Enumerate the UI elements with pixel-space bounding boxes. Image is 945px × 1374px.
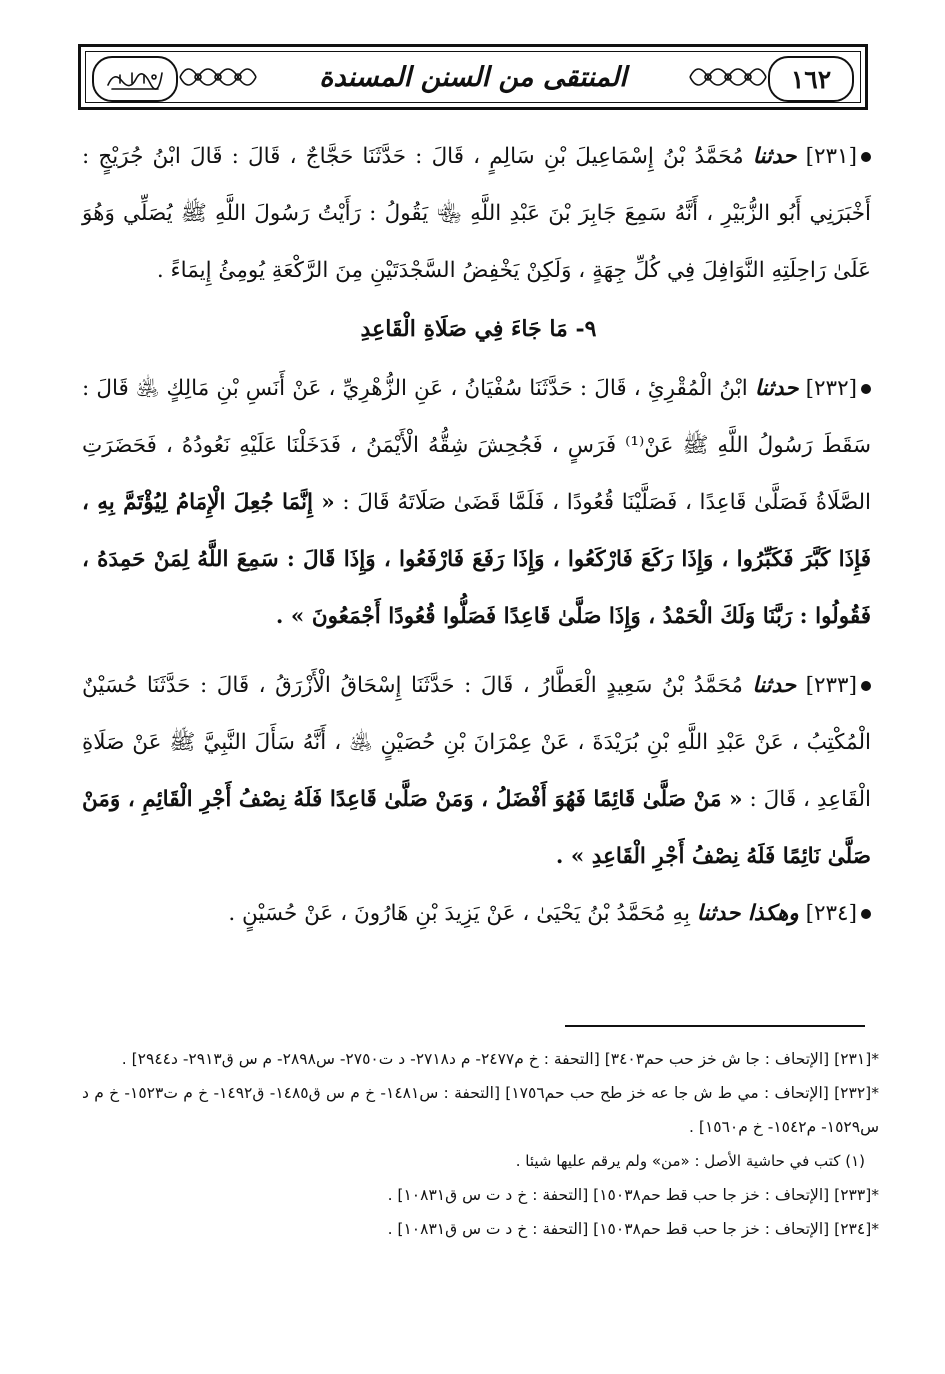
main-text — [82, 128, 875, 942]
hadith-matn: « مَنْ صَلَّىٰ قَائِمًا فَهُوَ أَفْضَلُ ، وَمَنْ صَلَّىٰ قَاعِدًا فَلَهُ نِصْفُ أَجْرِ الْقَائِمِ ، وَمَنْ صَلَّىٰ نَائِمًا فَلَهُ نِصْفُ أَجْرِ الْقَاعِدِ » . — [82, 787, 871, 869]
hadith-234 — [82, 885, 875, 942]
footnote-231: *[٢٣١] [الإتحاف : جا ش خز حب حم٣٤٠٣] [التحفة : خ م٢٤٧٧- م د٢٧١٨- د ت٢٧٥٠- س٢٨٩٨- م س ق٢٩١٣- د٢٩٤٤] . — [121, 1050, 879, 1068]
book-seal-logo — [92, 56, 178, 102]
hadith-number: [٢٣٤] — [805, 901, 857, 926]
footnote-marginal-note: (١) كتب في حاشية الأصل : «من» ولم يرقم عليها شيئا . — [515, 1152, 865, 1170]
ornament-right — [688, 57, 768, 97]
hadith-231 — [82, 128, 875, 299]
hadith-text: بِهِ مُحَمَّدُ بْنُ يَحْيَىٰ ، عَنْ يَزِيدَ بْنِ هَارُونَ ، عَنْ حُسَيْنٍ . — [228, 901, 690, 926]
hadith-233 — [82, 657, 875, 885]
bullet-icon — [861, 909, 871, 919]
isnad-keyword: حدثنا — [752, 673, 797, 698]
hadith-number: [٢٣١] — [805, 144, 857, 169]
hadith-text: مُحَمَّدُ بْنُ سَعِيدٍ الْعَطَّارُ ، قَالَ : حَدَّثَنَا إِسْحَاقُ الْأَزْرَقُ ، قَالَ : حَدَّثَنَا حُسَيْنٌ الْمُكْتِبُ ، عَنْ عَبْدِ اللَّهِ بْنِ بُرَيْدَةَ ، عَنْ عِمْرَانَ بْنِ حُصَيْنٍ ﵁ ، أَنَّهُ سَأَلَ النَّبِيَّ ﷺ عَنْ صَلَاةِ الْقَاعِدِ ، قَالَ : — [82, 673, 872, 812]
hadith-text: ابْنُ الْمُقْرِئِ ، قَالَ : حَدَّثَنَا سُفْيَانُ ، عَنِ الزُّهْرِيِّ ، عَنْ أَنَسِ بْنِ مَالِكٍ ﵁ قَالَ : سَقَطَ رَسُولُ اللَّهِ ﷺ عَنْ⁽¹⁾ فَرَسٍ ، فَجُحِشَ شِقُّهُ الْأَيْمَنُ ، فَدَخَلْنَا عَلَيْهِ نَعُودُهُ ، فَحَضَرَتِ الصَّلَاةُ فَصَلَّىٰ قَاعِدًا ، فَصَلَّيْنَا قُعُودًا ، فَلَمَّا قَضَىٰ صَلَاتَهُ قَالَ : — [82, 376, 871, 515]
chapter-heading: ٩- مَا جَاءَ فِي صَلَاةِ الْقَاعِدِ — [360, 316, 597, 342]
footnote-divider — [565, 1025, 865, 1027]
page-number: ١٦٢ — [768, 56, 854, 102]
isnad-keyword: حدثنا — [754, 376, 799, 401]
book-title: المنتقى من السنن المسندة — [258, 56, 688, 98]
hadith-number: [٢٣٢] — [805, 376, 858, 401]
footnote-232: *[٢٣٢] [الإتحاف : مي ط ش جا عه خز طح حب حم١٧٥٦] [التحفة : س١٤٨١- خ م س ق١٤٨٥- ق١٤٩٢- خ م ت١٥٢٣- خ م د س١٥٢٩- م١٥٤٢- خ م١٥٦٠] . — [82, 1084, 879, 1136]
footnote-233: *[٢٣٣] [الإتحاف : خز جا حب قط حم١٥٠٣٨] [التحفة : خ د ت س ق١٠٨٣١] . — [387, 1186, 879, 1204]
bullet-icon — [861, 384, 871, 394]
footnote-234: *[٢٣٤] [الإتحاف : خز جا حب قط حم١٥٠٣٨] [التحفة : خ د ت س ق١٠٨٣١] . — [387, 1220, 879, 1238]
isnad-keyword: حدثنا — [752, 144, 797, 169]
isnad-keyword: وهكذا حدثنا — [696, 901, 799, 926]
hadith-matn: « إِنَّمَا جُعِلَ الْإِمَامُ لِيُؤْتَمَّ بِهِ ، فَإِذَا كَبَّرَ فَكَبِّرُوا ، وَإِذَا رَكَعَ فَارْكَعُوا ، وَإِذَا رَفَعَ فَارْفَعُوا ، وَإِذَا قَالَ : سَمِعَ اللَّهُ لِمَنْ حَمِدَهُ ، فَقُولُوا : رَبَّنَا وَلَكَ الْحَمْدُ ، وَإِذَا صَلَّىٰ قَاعِدًا فَصَلُّوا قُعُودًا أَجْمَعُونَ » . — [82, 490, 871, 629]
bullet-icon — [861, 152, 871, 162]
ornament-left — [178, 57, 258, 97]
hadith-number: [٢٣٣] — [805, 673, 857, 698]
footnotes — [82, 1042, 879, 1246]
hadith-text: مُحَمَّدُ بْنُ إِسْمَاعِيلَ بْنِ سَالِمٍ ، قَالَ : حَدَّثَنَا حَجَّاجٌ ، قَالَ : قَالَ ابْنُ جُرَيْجٍ : أَخْبَرَنِي أَبُو الزُّبَيْرِ ، أَنَّهُ سَمِعَ جَابِرَ بْنَ عَبْدِ اللَّهِ ﵄ يَقُولُ : رَأَيْتُ رَسُولَ اللَّهِ ﷺ يُصَلِّي وَهُوَ عَلَىٰ رَاحِلَتِهِ النَّوَافِلَ فِي كُلِّ جِهَةٍ ، وَلَكِنْ يَخْفِضُ السَّجْدَتَيْنِ مِنَ الرَّكْعَةِ يُومِئُ إِيمَاءً . — [82, 144, 871, 283]
bullet-icon — [861, 681, 871, 691]
hadith-232 — [82, 360, 875, 645]
page-header — [78, 44, 868, 110]
